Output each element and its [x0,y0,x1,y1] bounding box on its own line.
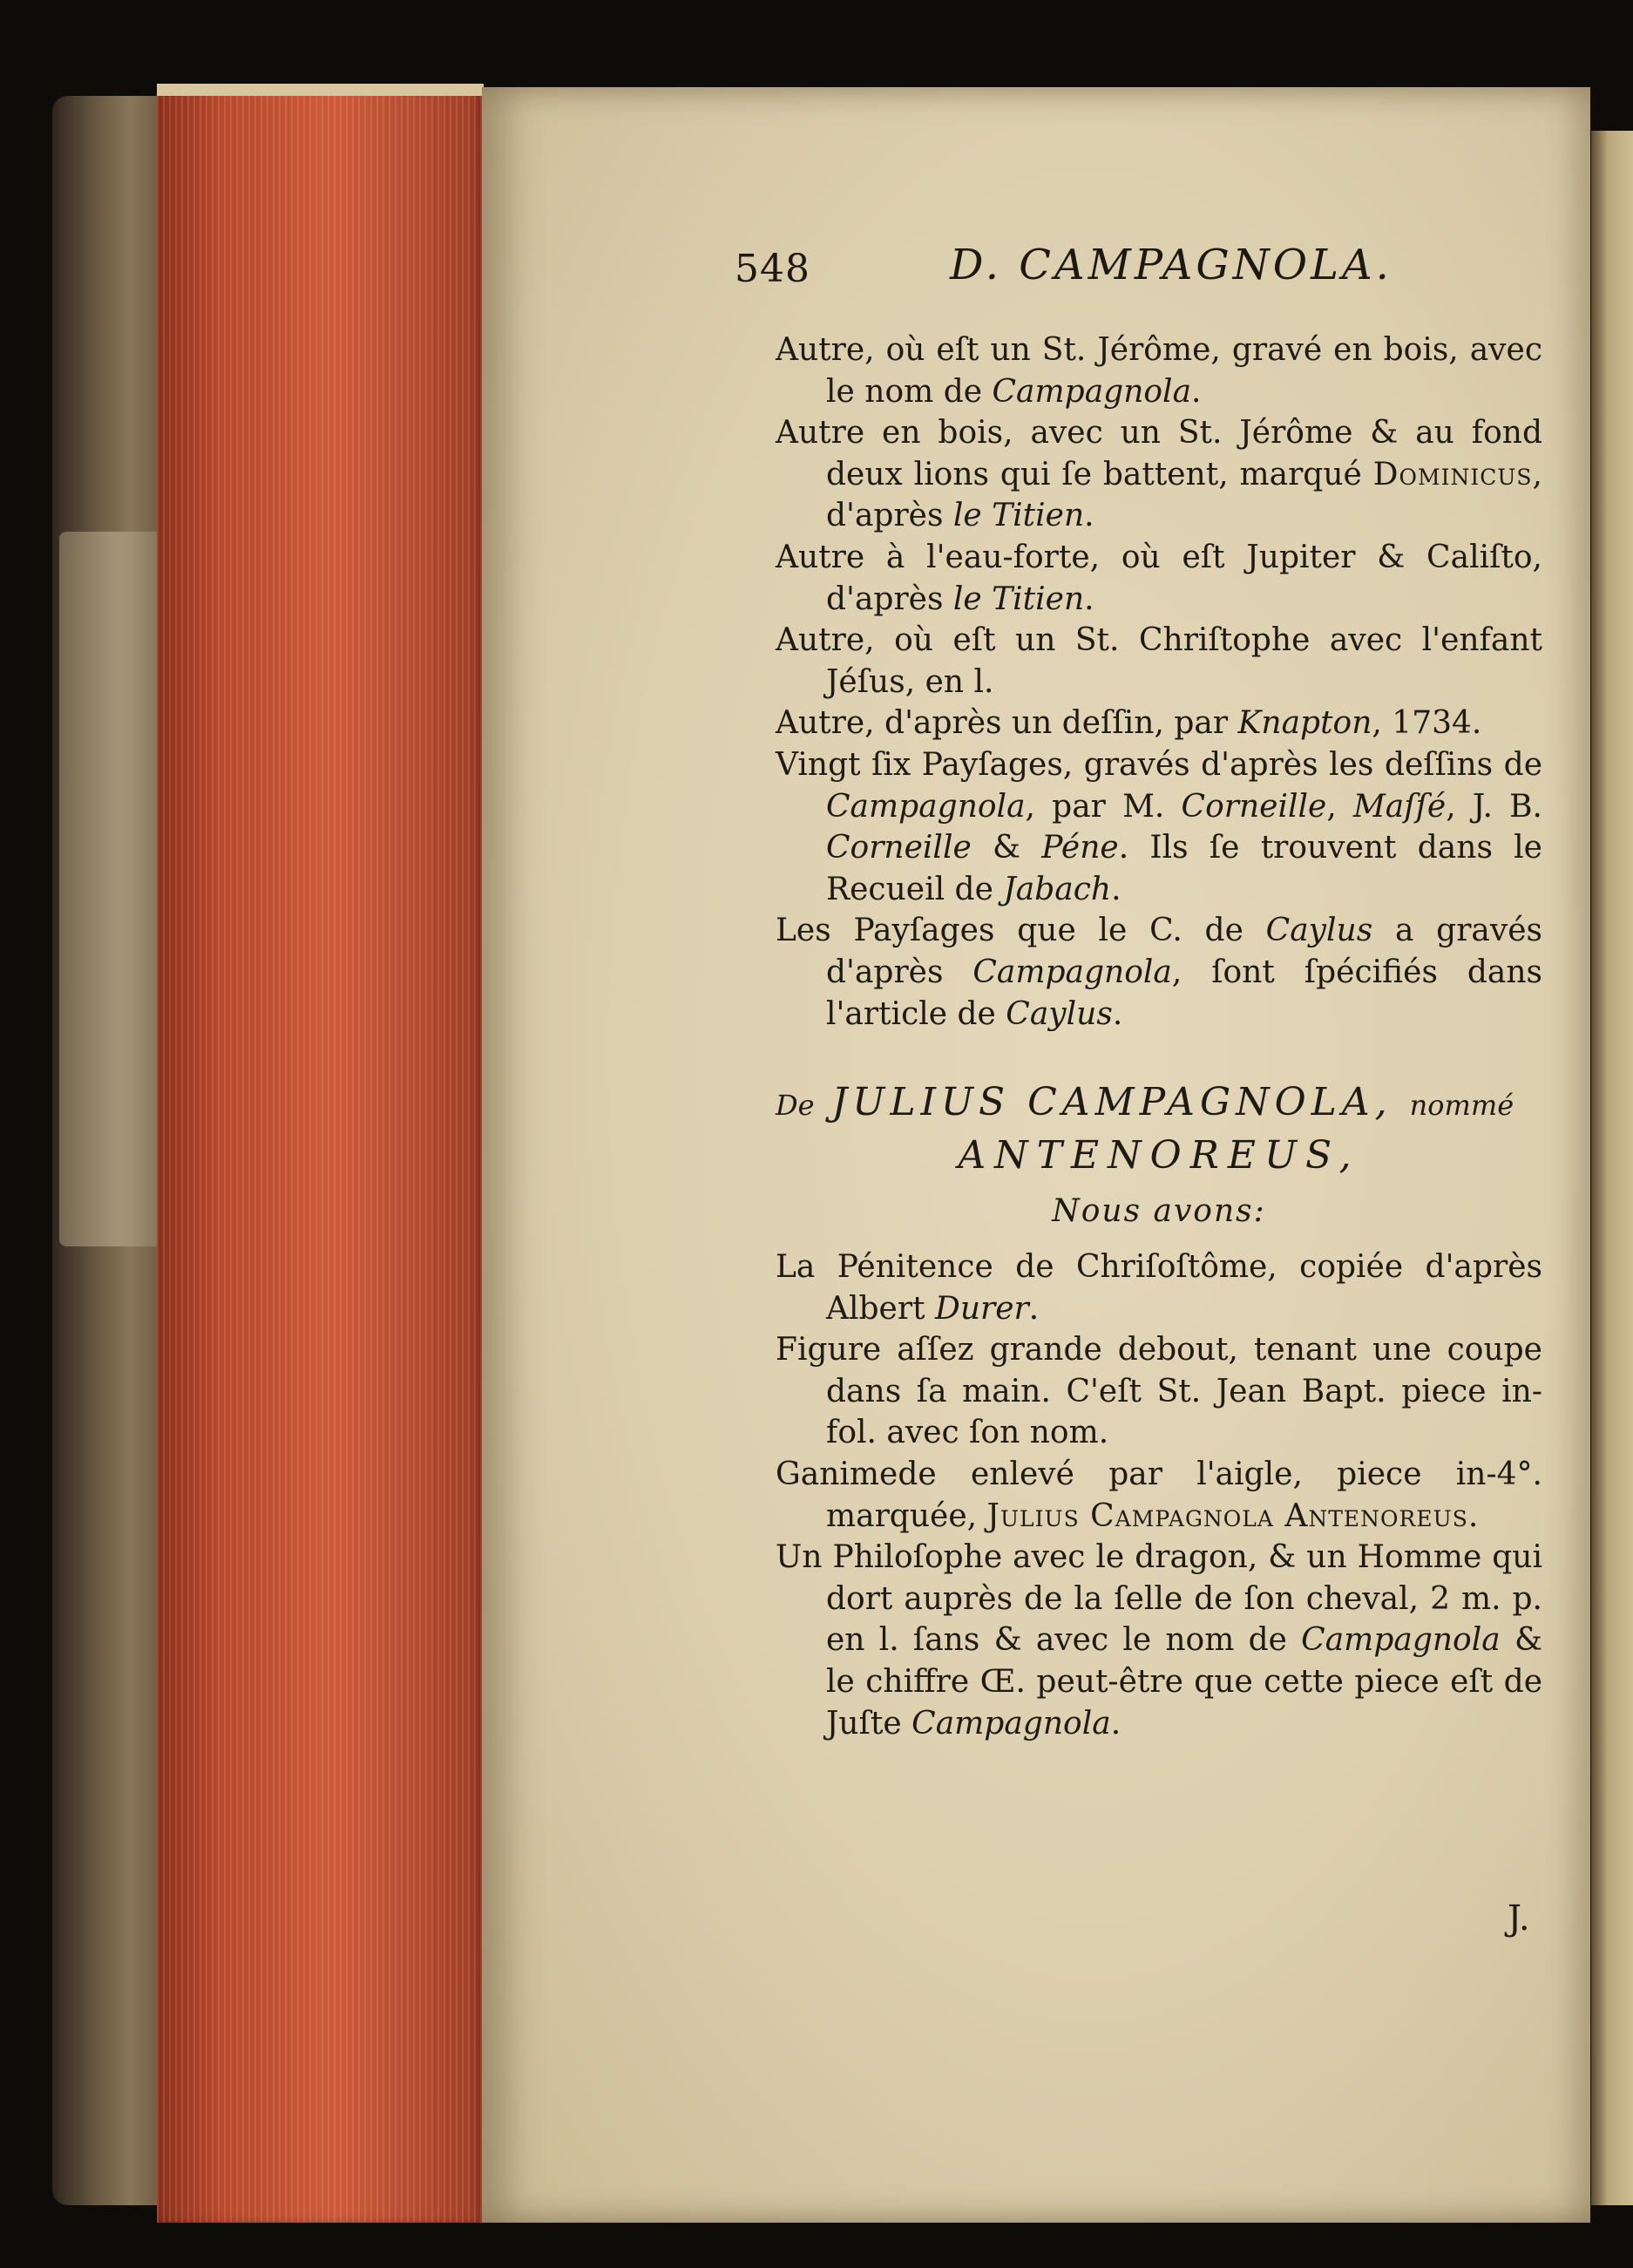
entry-10: Ganimede enlevé par l'aigle, piece in-4°. marquée, Julius Campagnola Antenoreus. [776,1456,1542,1534]
catchword: J. [1508,1898,1530,1939]
red-page-block-edge [157,87,484,2223]
entry-4: Autre, où eſt un St. Chriſtophe avec l'enfant Jéſus, en l. [776,622,1542,700]
entry-6: Vingt ſix Payſages, gravés d'après les deſſins de Campagnola, par M. Corneille, Maſſé, J. B. Corneille & Péne. Ils ſe trouvent dans le Recueil de Jabach. [776,746,1542,907]
entry-9: Figure aſſez grande debout, tenant une coupe dans ſa main. C'eſt St. Jean Bapt. piece in-fol. avec ſon nom. [776,1332,1542,1451]
worn-leather-patch [59,532,173,1246]
running-head: D. CAMPAGNOLA. [950,241,1392,289]
page-number: 548 [735,247,810,291]
section-heading [776,1077,1542,1242]
entry-3: Autre à l'eau-forte, où eſt Jupiter & Caliſto, d'après le Titien. [776,539,1542,617]
facing-page-sliver [1591,131,1633,2205]
section-heading-line-2: ANTENOREUS, [958,1133,1360,1178]
entry-8: La Pénitence de Chriſoſtôme, copiée d'après Albert Durer. [776,1249,1542,1327]
page-block-top [157,84,484,96]
entries-block-1 [776,329,1542,1035]
section-heading-line-1: De JULIUS CAMPAGNOLA, nommé [776,1080,1514,1124]
entry-11: Un Philoſophe avec le dragon, & un Homme qui dort auprès de la ſelle de ſon cheval, 2 m. p. en l. ſans & avec le nom de Campagnola & le chiffre Œ. peut-être que cette piece eſt de Juſte Campagnola. [776,1539,1542,1742]
entry-7: Les Payſages que le C. de Caylus a gravés d'après Campagnola, ſont ſpécifiés dans l'article de Caylus. [776,913,1542,1032]
entry-5: Autre, d'après un deſſin, par Knapton, 1734. [776,705,1482,742]
entry-1: Autre, où eſt un St. Jérôme, gravé en bois, avec le nom de Campagnola. [776,332,1542,410]
section-intro: Nous avons: [1052,1193,1266,1229]
entry-2: Autre en bois, avec un St. Jérôme & au fond deux lions qui ſe battent, marqué Dominicus, d'après le Titien. [776,415,1542,534]
entries-block-2 [776,1246,1542,1744]
